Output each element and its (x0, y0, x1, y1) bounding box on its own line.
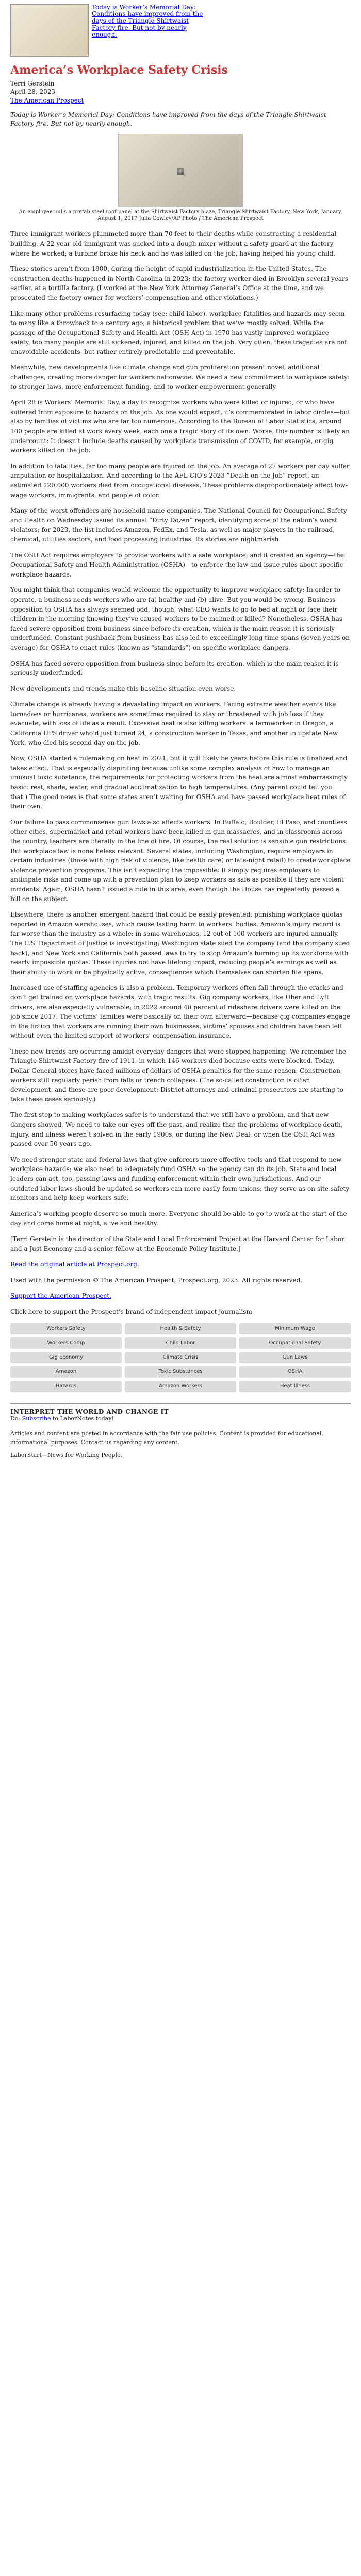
paragraph: April 28 is Workers’ Memorial Day, a day to recognize workers who were killed or injured, or who have suffered from exposure to hazards on the job. As one would expect, it’s commemorated in labor circles—but also by families of victims who are far too numerous. According to the Bureau of Labor Statistics, around 100 people are killed at work every week, each one a tragic story of its own. Worse, this number is likely an undercount: It doesn’t include deaths caused by workplace transmission of COVID, for example, or gig workers killed on the job. (10, 399, 351, 454)
article-deck: Today is Worker’s Memorial Day: Conditions have improved from the days of the Triangle Shirtwaist Factory fire. But not by nearly enough. (10, 111, 326, 127)
tag-button[interactable]: Amazon (10, 1366, 122, 1378)
page-container (10, 0, 351, 1460)
support-link[interactable]: Support the American Prospect. (10, 1292, 111, 1300)
footer-title: INTERPRET THE WORLD AND CHANGE IT (10, 1408, 169, 1415)
top-thumbnail-image[interactable] (10, 4, 89, 57)
paragraph: Now, OSHA started a rulemaking on heat in 2021, but it will likely be years before this rule is finalized and takes effect. That is especially dispiriting because unlike some complex analysis of how to manage an unusual toxic substance, the requirements for protecting workers from the heat are almost embarrassingly basic: rest, shade, water, and gradual acclimatization to high temperatures. (Any parent could tell you that.) The good news is that some states aren’t waiting for OSHA and have passed workplace heat rules of their own. (10, 755, 348, 810)
read-original-link[interactable]: Read the original article at Prospect.org. (10, 1261, 139, 1268)
paragraph: Three immigrant workers plummeted more than 70 feet to their deaths while constructing a residential building. A 22-year-old immigrant was sucked into a dough mixer without a safety guard at the factory where he worked; a turbine broke his neck and he was killed on the job, having helped his young child. (10, 230, 337, 257)
tag-button[interactable]: Gun Laws (239, 1352, 351, 1363)
disclaimer-1: Articles and content are posted in accordance with the fair use policies. Content is provided for educational, informational purposes. Contact us regarding any content. (10, 1430, 323, 1446)
paragraph: We need stronger state and federal laws that give enforcers more effective tools and that respond to new workplace hazards; we also need to adequately fund OSHA so the agency can do its job. State and local leaders can act, too, passing laws and funding enforcement within their own jurisdictions. And our outdated labor laws should be updated so workers can more easily form unions; they serve as on-site safety monitors and help keep workers safe. (10, 1156, 350, 1202)
tag-button[interactable]: Gig Economy (10, 1352, 122, 1363)
tag-button[interactable]: Workers Safety (10, 1323, 122, 1334)
byline (10, 79, 351, 105)
paragraph: Many of the worst offenders are household-name companies. The National Council for Occupational Safety and Health on Wednesday issued its annual “Dirty Dozen” report, identifying some of the nation’s worst violators; for 2023, the list includes Amazon, FedEx, and Tesla, as well as major players in the railroad, chemical, utilities sectors, and food processing industries. Its stories are nightmarish. (10, 507, 347, 543)
top-image-link[interactable] (10, 4, 351, 57)
paragraph: These new trends are occurring amidst everyday dangers that were stopped happening. We remember the Triangle Shirtwaist Factory fire of 1911, in which 146 workers died because exits were blocked. Today, Dollar General stores have faced millions of dollars of OSHA penalties for the same reason. Construction workers still regularly perish from falls or trench collapses. (The so-called construction is often development, and these are poor development: District attorneys and criminal prosecutors are starting to take these cases seriously.) (10, 1047, 346, 1103)
subscribe-prefix: Do: (10, 1415, 21, 1422)
permission-note: Used with the permission © The American Prospect, Prospect.org, 2023. All rights reserved. (10, 1276, 303, 1284)
paragraph: [Terri Gerstein is the director of the State and Local Enforcement Project at the Harvard Center for Labor and a Just Economy and a senior fellow at the Economic Policy Institute.] (10, 1235, 344, 1252)
paragraph: Like many other problems resurfacing today (see: child labor), workplace fatalities and hazards may seem to many like a throwback to a century ago, a historical problem that we’ve mostly solved. While the passage of the Occupational Safety and Health Act (OSH Act) in 1970 has vastly improved workplace safety, too many people are still sickened, injured, and killed on the job. Very often, these tragedies are not unavoidable accidents, but rather entirely predictable and preventable. (10, 310, 347, 355)
tag-button[interactable]: Climate Crisis (125, 1352, 236, 1363)
article-body (10, 229, 351, 1316)
tag-button[interactable]: Occupational Safety (239, 1337, 351, 1349)
tag-button[interactable]: Amazon Workers (125, 1381, 236, 1392)
tag-button[interactable]: Hazards (10, 1381, 122, 1392)
article-title: America’s Workplace Safety Crisis (10, 63, 228, 77)
tag-button[interactable]: OSHA (239, 1366, 351, 1378)
paragraph: These stories aren’t from 1900, during the height of rapid industrialization in the United States. The construction deaths happened in North Carolina in 2023; the factory worker died in Brooklyn several years earlier, at a tortilla factory. (I worked at the New York Attorney General’s Office at the time, and we prosecuted the factory owner for workers’ compensation and other violations.) (10, 265, 348, 301)
disclaimer-2: LaborStart—News for Working People. (10, 1451, 122, 1459)
image-icon: ▦ (176, 165, 185, 176)
subscribe-link[interactable]: Subscribe (22, 1415, 51, 1422)
paragraph: In addition to fatalities, far too many people are injured on the job. An average of 27 workers per day suffer amputation or hospitalization. And according to the AFL-CIO’s 2023 “Death on the Job” report, an estimated 120,000 workers died from occupational diseases. These problems disproportionately affect low-wage workers, immigrants, and people of color. (10, 462, 350, 499)
tag-button[interactable]: Minimum Wage (239, 1323, 351, 1334)
paragraph: Our failure to pass commonsense gun laws also affects workers. In Buffalo, Boulder, El Paso, and countless other cities, supermarket and retail workers have been killed in gun massacres, and in classrooms across the country, teachers are literally in the line of fire. Of course, the real solution is sensible gun restrictions. But workplace law is nonetheless relevant. Several states, including Washington, require employers in certain industries (those with high risk of violence, like health care) or late-night retail) to create workplace violence prevention programs. This isn’t expecting the impossible: It simply requires employers to anticipate risks and come up with a prevention plan to keep workers as safe as possible if they are violent incidents. Again, OSHA hasn’t issued a rule in this area, even though the House has repeatedly passed a bill on the subject. (10, 818, 351, 903)
paragraph: New developments and trends make this baseline situation even worse. (10, 685, 236, 692)
paragraph: Climate change is already having a devastating impact on workers. Facing extreme weather events like tornadoes or hurricanes, workers are sometimes required to stay or threatened with job loss if they evacuate, with loss of life as a result. Excessive heat is also killing workers: a farmworker in Oregon, a California UPS driver who’d just turned 24, a construction worker in Texas, and another in upstate New York, who died his second day on the job. (10, 701, 338, 747)
tag-button[interactable]: Health & Safety (125, 1323, 236, 1334)
author-name: Terri Gerstein (10, 80, 55, 88)
paragraph: America’s working people deserve so much more. Everyone should be able to go to work at the start of the day and come home at night, alive and healthy. (10, 1210, 347, 1227)
hero-image (118, 134, 243, 207)
top-image-caption[interactable]: Today is Worker’s Memorial Day: Conditions have improved from the days of the Triangle Shirtwaist Factory fire. But not by nearly enough. (92, 4, 203, 38)
paragraph: Increased use of staffing agencies is also a problem. Temporary workers often fall through the cracks and don’t get trained on workplace hazards, with tragic results. Gig company workers, like Uber and Lyft drivers, are also especially vulnerable; in 2022 around 40 percent of rideshare drivers were killed on the job since 2017. The victims’ families were basically on their own afterward—because gig companies engage in the fiction that workers are running their own businesses, victims’ spouses and children have been left without even the limited support of workers’ compensation insurance. (10, 984, 351, 1040)
footer-subscribe-line (10, 1415, 351, 1422)
paragraph: You might think that companies would welcome the opportunity to improve workplace safety: In order to operate, a business needs workers who are (a) healthy and (b) alive. But you would be wrong. Business opposition to OSHA has always seemed odd, though; what CEO wants to go to bed at night or face their children in the morning knowing they’ve caused workers to be maimed or killed? Nonetheless, OSHA has faced severe opposition from business since before its creation, which is the main reason it is seriously underfunded. Constant pushback from business has also led to exceedingly long time spans (seven years on average) for OSHA to enact rules (known as “standards”) on specific workplace dangers. (10, 586, 350, 651)
tag-button[interactable]: Toxic Substances (125, 1366, 236, 1378)
tag-button[interactable]: Heat Illness (239, 1381, 351, 1392)
tag-grid (10, 1323, 351, 1392)
source-link[interactable]: The American Prospect (10, 96, 84, 104)
paragraph: OSHA has faced severe opposition from business since before its creation, which is the main reason it is seriously underfunded. (10, 659, 339, 677)
hero-caption: An employee pulls a prefab steel roof panel at the Shirtwaist Factory blaze, Triangle Shirtwaist Factory, New York, January, August 1, 2017 Julia Cowley/AP Photo / The American Prospect (19, 209, 342, 222)
paragraph: Meanwhile, new developments like climate change and gun proliferation present novel, additional challenges, creating more danger for workers nationwide. We need a new commitment to workplace safety: to stronger laws, more enforcement funding, and to worker empowerment generally. (10, 364, 350, 391)
article-date: April 28, 2023 (10, 88, 56, 96)
paragraph: The OSH Act requires employers to provide workers with a safe workplace, and it created an agency—the Occupational Safety and Health Administration (OSHA)—to enforce the law and issue rules about specific workplace hazards. (10, 551, 344, 578)
disclaimer (10, 1429, 351, 1460)
footer (10, 1403, 351, 1460)
paragraph: Elsewhere, there is another emergent hazard that could be easily prevented: punishing workplace quotas reported in Amazon warehouses, which cause lasting harm to workers’ bodies. Amazon’s injury record is far worse than the industry as a whole: in some warehouses, 12 out of 100 workers are injured annually. The U.S. Department of Justice is investigating; Washington state sued the company (and the company sued back), and New York and California both passed laws to try to stop Amazon’s burning up its workforce with nearly impossible quotas. These injuries not have lifelong impact, reducing people’s earnings as well as their ability to work or be physically active, consequences which themselves can shorten life spans. (10, 911, 350, 976)
subscribe-text: to LaborNotes today! (52, 1415, 114, 1422)
paragraph: The first step to making workplaces safer is to understand that we still have a problem, and that new dangers showed. We need to take our eyes off the past, and realize that the problems of workplace death, injury, and illness weren’t solved in the early 1900s, or during the New Deal, or when the OSH Act was passed over 50 years ago. (10, 1111, 343, 1148)
support-text: Click here to support the Prospect’s brand of independent impact journalism (10, 1308, 252, 1315)
tag-button[interactable]: Child Labor (125, 1337, 236, 1349)
tag-button[interactable]: Workers Comp (10, 1337, 122, 1349)
